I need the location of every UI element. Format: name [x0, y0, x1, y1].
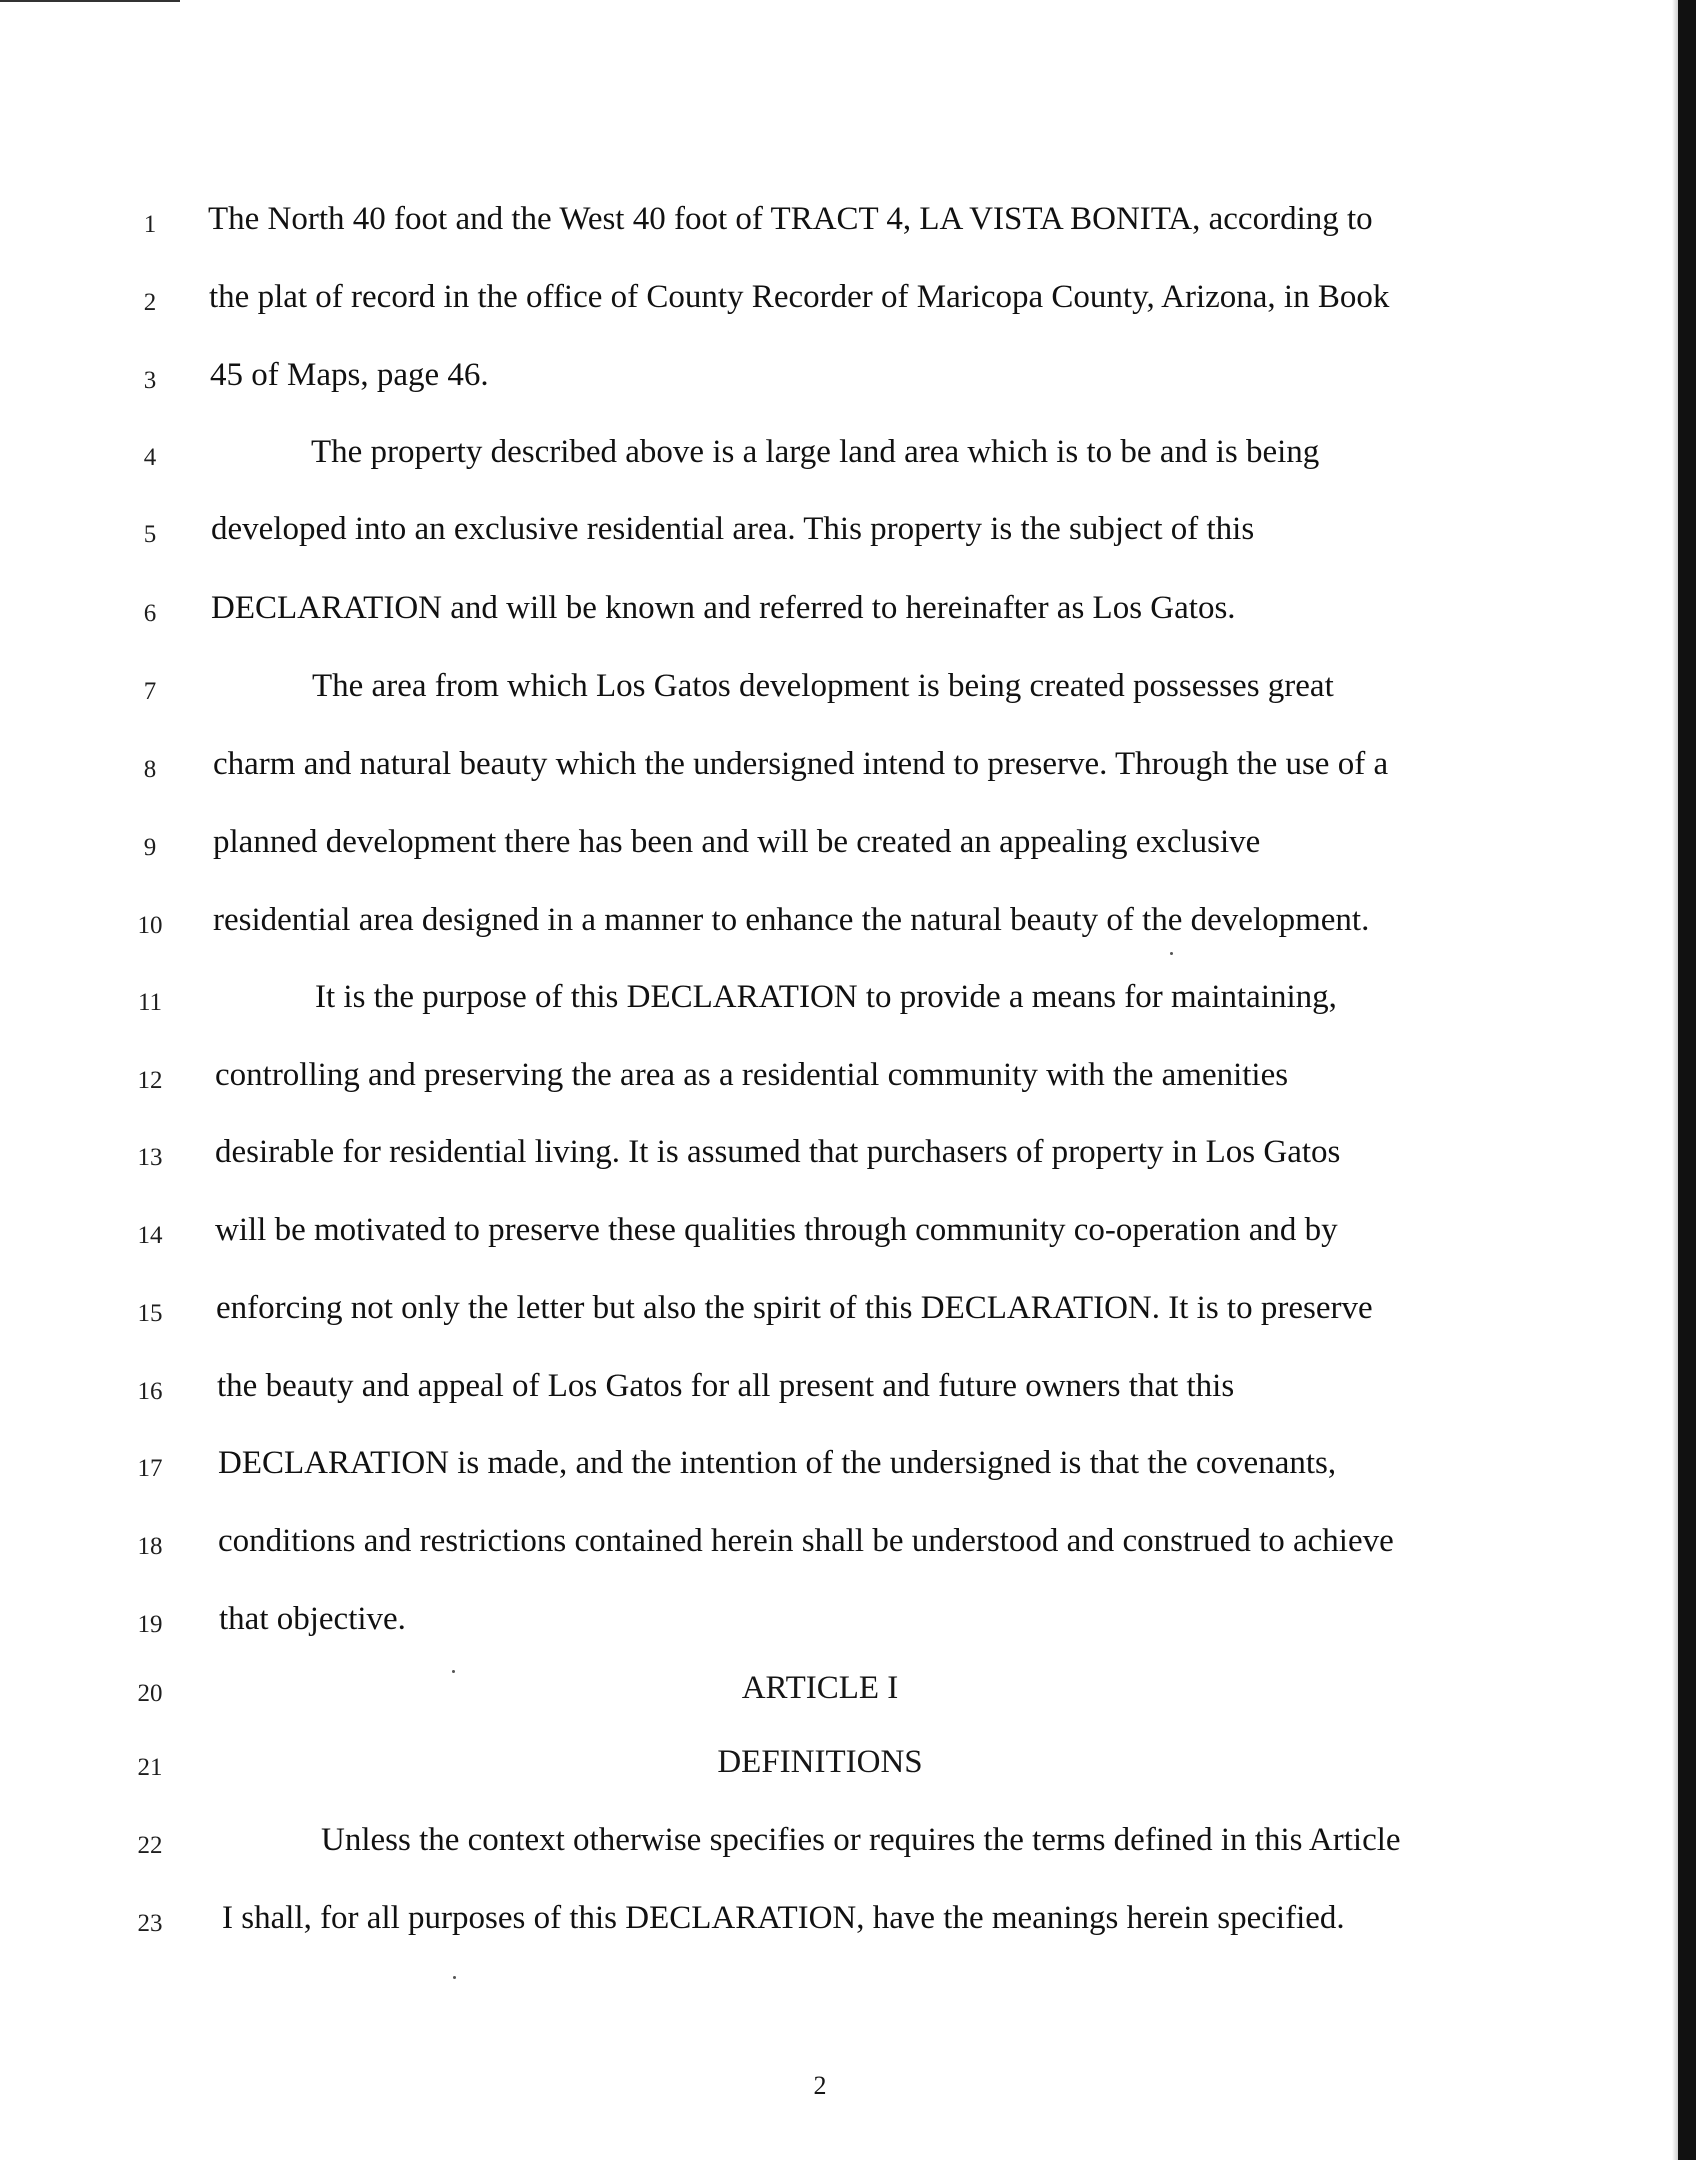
line-text: The area from which Los Gatos development is being created possesses great [312, 668, 1334, 704]
document-line [0, 273, 1696, 333]
line-number: 7 [143, 678, 157, 705]
line-text: will be motivated to preserve these qualities through community co-operation and by [215, 1212, 1338, 1248]
scan-speck [453, 1976, 456, 1979]
line-text: the plat of record in the office of County Recorder of Maricopa County, Arizona, in Book [209, 279, 1390, 315]
line-number: 3 [143, 367, 157, 394]
document-line [0, 351, 1696, 411]
line-text: The property described above is a large land area which is to be and is being [311, 434, 1320, 470]
line-number: 8 [143, 756, 157, 783]
line-number: 10 [137, 912, 163, 939]
document-line [0, 505, 1696, 565]
document-line [0, 896, 1696, 956]
page-number: 2 [813, 2071, 827, 2100]
line-number: 1 [143, 211, 157, 238]
line-text: charm and natural beauty which the undersigned intend to preserve. Through the use of a [213, 746, 1389, 782]
line-number: 23 [137, 1910, 163, 1937]
line-text: residential area designed in a manner to enhance the natural beauty of the development. [213, 902, 1370, 938]
document-line [0, 1051, 1696, 1111]
document-line [0, 973, 1696, 1033]
line-text: developed into an exclusive residential area. This property is the subject of this [211, 511, 1255, 547]
line-number: 15 [137, 1300, 163, 1327]
line-number: 16 [137, 1378, 163, 1405]
line-text: The North 40 foot and the West 40 foot of TRACT 4, LA VISTA BONITA, according to [208, 201, 1373, 237]
document-line [0, 818, 1696, 878]
line-text: desirable for residential living. It is assumed that purchasers of property in Los Gatos [215, 1134, 1341, 1170]
document-line [0, 1738, 1696, 1798]
line-number: 9 [143, 834, 157, 861]
line-number: 13 [137, 1144, 163, 1171]
scan-artifact-top-line [0, 0, 180, 2]
document-line [0, 1362, 1696, 1422]
line-text: It is the purpose of this DECLARATION to provide a means for maintaining, [315, 979, 1337, 1015]
line-number: 12 [137, 1067, 163, 1094]
line-text: I shall, for all purposes of this DECLARATION, have the meanings herein specified. [222, 1900, 1345, 1936]
line-text: enforcing not only the letter but also the spirit of this DECLARATION. It is to preserve [216, 1290, 1373, 1326]
line-text: that objective. [219, 1601, 406, 1637]
document-line [0, 740, 1696, 800]
line-number: 5 [143, 521, 157, 548]
line-text: conditions and restrictions contained herein shall be understood and construed to achieve [218, 1523, 1394, 1559]
document-line [0, 1595, 1696, 1655]
document-line [0, 1816, 1696, 1876]
line-text: 45 of Maps, page 46. [210, 357, 489, 393]
line-number: 19 [137, 1611, 163, 1638]
line-text: DECLARATION is made, and the intention of the undersigned is that the covenants, [218, 1445, 1337, 1481]
line-number: 17 [137, 1455, 163, 1482]
document-line [0, 1439, 1696, 1499]
line-number: 2 [143, 289, 157, 316]
document-line [0, 1206, 1696, 1266]
line-text: DECLARATION and will be known and referred to hereinafter as Los Gatos. [211, 590, 1236, 626]
line-number: 18 [137, 1533, 163, 1560]
document-line [0, 1517, 1696, 1577]
document-line [0, 584, 1696, 644]
line-number: 14 [137, 1222, 163, 1249]
document-line [0, 662, 1696, 722]
line-number: 21 [137, 1754, 163, 1781]
line-number: 11 [137, 989, 163, 1016]
line-number: 4 [143, 444, 157, 471]
document-line [0, 1894, 1696, 1954]
line-number: 20 [137, 1680, 163, 1707]
document-line [0, 1284, 1696, 1344]
line-number: 6 [143, 600, 157, 627]
line-number: 22 [137, 1832, 163, 1859]
document-line [0, 428, 1696, 488]
line-text: controlling and preserving the area as a residential community with the amenities [215, 1057, 1289, 1093]
document-line [0, 195, 1696, 255]
document-line [0, 1664, 1696, 1724]
document-line [0, 1128, 1696, 1188]
line-text: Unless the context otherwise specifies or requires the terms defined in this Article [321, 1822, 1401, 1858]
section-heading: DEFINITIONS [717, 1744, 923, 1780]
line-text: planned development there has been and will be created an appealing exclusive [213, 824, 1261, 860]
article-heading: ARTICLE I [741, 1670, 899, 1706]
line-text: the beauty and appeal of Los Gatos for all present and future owners that this [217, 1368, 1235, 1404]
